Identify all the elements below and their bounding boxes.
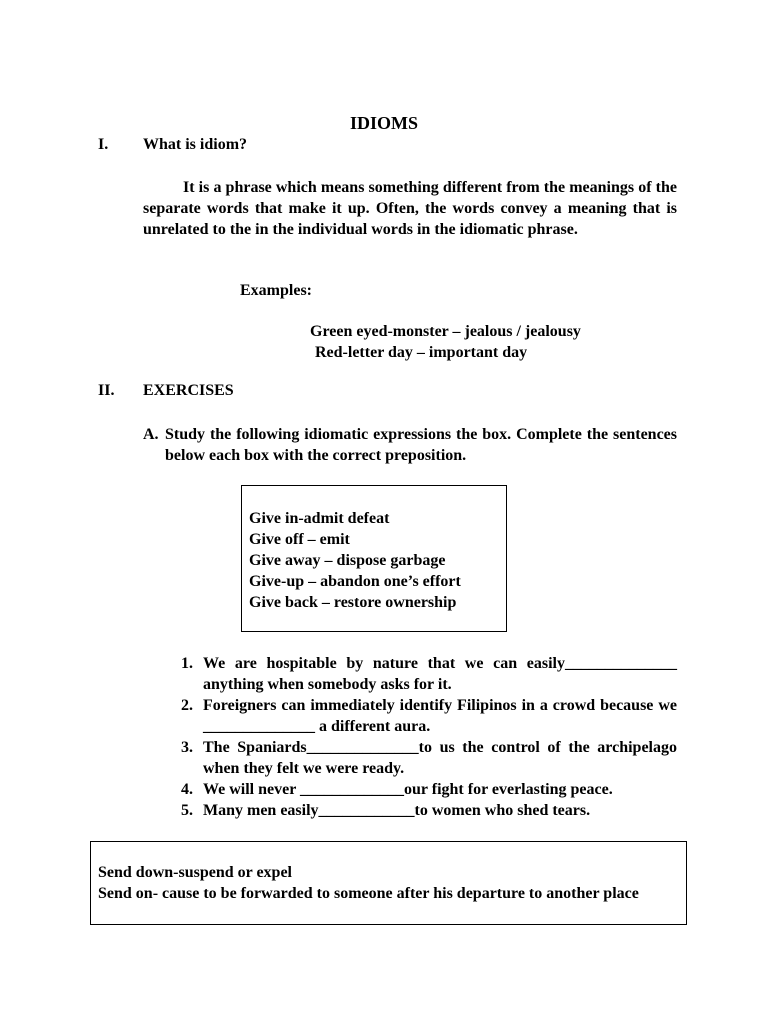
- question-text: The Spaniards______________to us the control of the archipelago when they felt we were ready.: [203, 739, 677, 777]
- section-heading: EXERCISES: [143, 382, 234, 399]
- idiom-entry: Give back – restore ownership: [249, 594, 457, 611]
- question-number: 1.: [181, 655, 193, 672]
- question-item: [177, 779, 677, 800]
- definition-text: It is a phrase which means something different from the meanings of the separate words that make it up. Often, the words convey a meaning that is unrelated to the in the individual words in the idiomatic phrase.: [143, 179, 677, 238]
- section-number: I.: [98, 136, 109, 153]
- question-number: 5.: [181, 802, 193, 819]
- idiom-entry: Give off – emit: [249, 531, 350, 548]
- idiom-entry: Send down-suspend or expel: [98, 864, 292, 881]
- question-text: We are hospitable by nature that we can easily______________ anything when somebody asks for it.: [203, 655, 677, 693]
- idiom-entry: Give-up – abandon one’s effort: [249, 573, 461, 590]
- question-number: 4.: [181, 781, 193, 798]
- question-text: Many men easily____________to women who shed tears.: [203, 802, 591, 819]
- question-text: Foreigners can immediately identify Filipinos in a crowd because we ______________ a different aura.: [203, 697, 677, 735]
- examples-label: Examples:: [240, 282, 312, 299]
- question-number: 2.: [181, 697, 193, 714]
- section-number: II.: [98, 382, 115, 399]
- question-text: We will never _____________our fight for everlasting peace.: [203, 781, 613, 798]
- example-item: Red-letter day – important day: [315, 344, 528, 361]
- question-item: [177, 653, 677, 695]
- definition-paragraph: [143, 177, 677, 240]
- exercise-instruction-text: Study the following idiomatic expressions the box. Complete the sentences below each box with the correct preposition.: [165, 426, 677, 464]
- document-title: IDIOMS: [349, 113, 418, 133]
- exercise-a-instruction: [143, 424, 677, 466]
- idiom-entry: Give away – dispose garbage: [249, 552, 446, 569]
- idiom-entry: Send on- cause to be forwarded to someone after his departure to another place: [98, 885, 639, 902]
- question-item: [177, 800, 677, 821]
- section-heading: What is idiom?: [143, 136, 248, 153]
- example-item: Green eyed-monster – jealous / jealousy: [310, 323, 581, 340]
- idiom-entry: Give in-admit defeat: [249, 510, 390, 527]
- question-list: [177, 653, 677, 821]
- idiom-box-give: [241, 485, 507, 632]
- question-number: 3.: [181, 739, 193, 756]
- question-item: [177, 737, 677, 779]
- idiom-box-send: [90, 841, 687, 925]
- exercise-marker: A.: [143, 426, 159, 443]
- question-item: [177, 695, 677, 737]
